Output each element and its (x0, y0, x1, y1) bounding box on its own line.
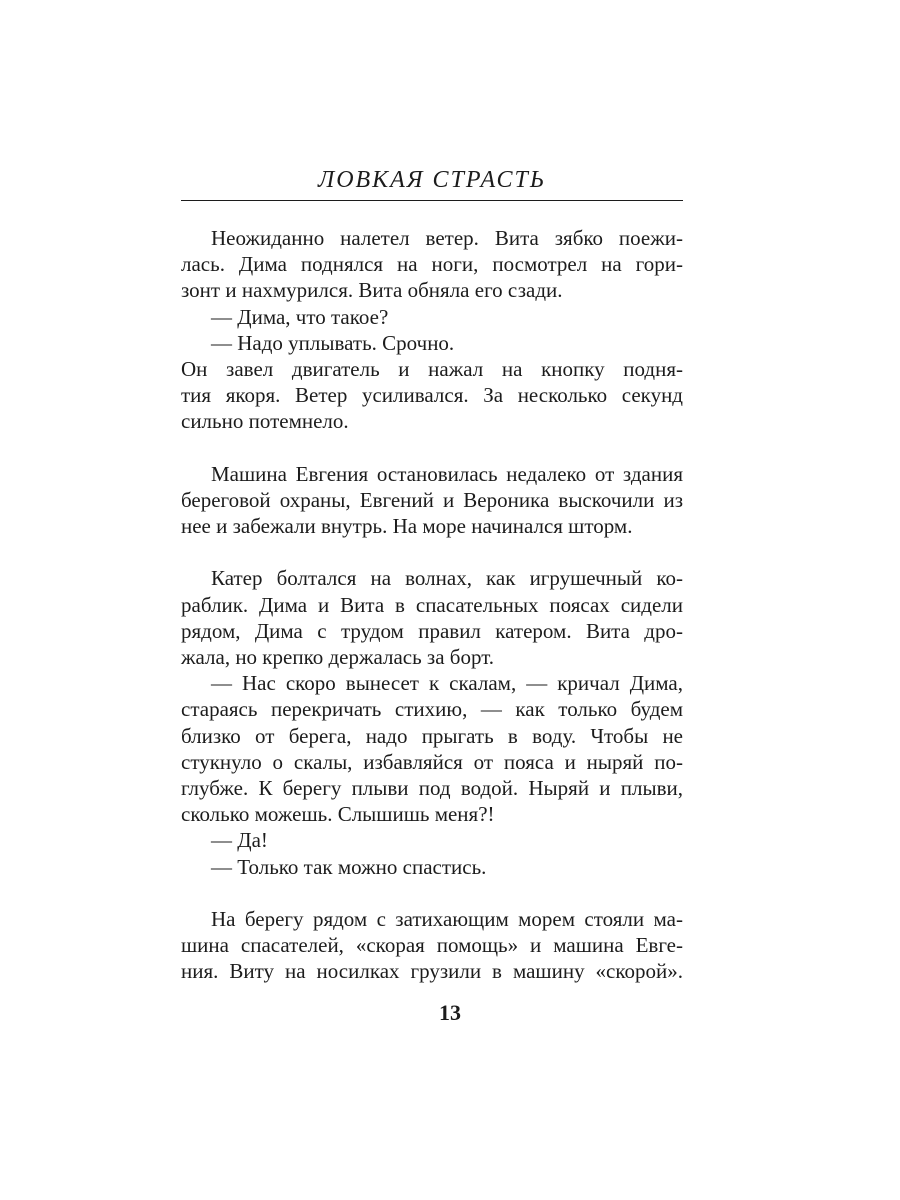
text-line: тия якоря. Ветер усиливался. За несколько секунд (181, 383, 683, 408)
text-line: сильно потемнело. (181, 409, 349, 434)
text-line: Катер болтался на волнах, как игрушечный ко- (211, 566, 683, 591)
text-line: сколько можешь. Слышишь меня?! (181, 802, 495, 827)
text-line: рядом, Дима с трудом правил катером. Вита дро- (181, 618, 683, 643)
text-line: зонт и нахмурился. Вита обняла его сзади. (181, 278, 563, 303)
text-line: Неожиданно налетел ветер. Вита зябко поежи- (211, 226, 683, 250)
section-break (181, 435, 683, 461)
header-rule (181, 200, 683, 201)
text-line: стукнуло о скалы, избавляйся от пояса и ныряй по- (181, 749, 683, 774)
text-line: — Только так можно спастись. (211, 854, 487, 879)
text-line: На берегу рядом с затихающим морем стояли ма- (211, 906, 683, 931)
text-line: Он завел двигатель и нажал на кнопку подня- (181, 356, 683, 381)
text-line: Машина Евгения остановилась недалеко от здания (211, 461, 683, 486)
text-line: — Нас скоро вынесет к скалам, — кричал Дима, (211, 671, 683, 696)
text-line: раблик. Дима и Вита в спасательных поясах сидели (181, 592, 683, 617)
book-page (181, 160, 683, 984)
text-line: — Дима, что такое? (211, 304, 389, 329)
text-line: близко от берега, надо прыгать в воду. Чтобы не (181, 723, 683, 748)
text-line: жала, но крепко держалась за борт. (181, 645, 495, 669)
section-break (181, 539, 683, 565)
text-line: — Да! (211, 828, 268, 853)
text-line: нее и забежали внутрь. На море начинался шторм. (181, 514, 633, 539)
section-break (181, 880, 683, 906)
text-line: лась. Дима поднялся на ноги, посмотрел на гори- (181, 252, 683, 277)
text-line: шина спасателей, «скорая помощь» и машина Евге- (181, 933, 683, 958)
text-line: — Надо уплывать. Срочно. (211, 330, 455, 355)
text-line: береговой охраны, Евгений и Вероника выскочили из (181, 487, 683, 512)
text-line: стараясь перекричать стихию, — как только будем (181, 697, 683, 722)
text-line: ния. Виту на носилках грузили в машину «скорой». (181, 959, 683, 984)
body-text (181, 225, 683, 984)
page-number: 13 (439, 1000, 461, 1025)
running-title: ЛОВКАЯ СТРАСТЬ (317, 167, 547, 193)
text-line: глубже. К берегу плыви под водой. Ныряй и плыви, (181, 775, 683, 800)
